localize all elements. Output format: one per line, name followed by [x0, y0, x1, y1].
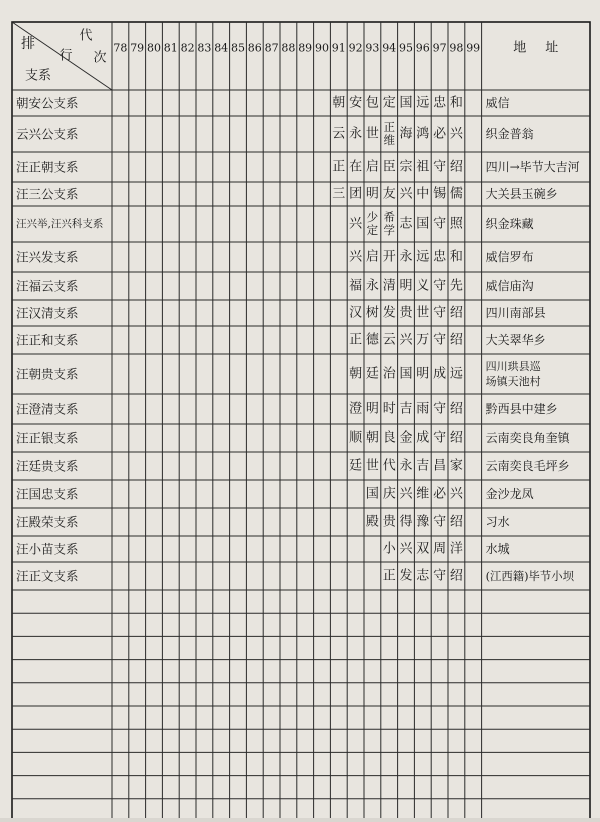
generation-character: 永: [365, 278, 379, 294]
branch-name: 云兴公支系: [16, 126, 79, 142]
generation-character: 明: [365, 401, 379, 417]
generation-character: 清: [382, 278, 396, 294]
generation-character: 绍: [449, 305, 463, 321]
generation-character: 志: [399, 216, 413, 232]
branch-name: 汪澄清支系: [16, 401, 79, 417]
generation-character: 万: [416, 332, 430, 348]
generation-character: 发: [399, 568, 413, 584]
generation-character: 永: [399, 458, 413, 474]
generation-character: 绍: [449, 401, 463, 417]
generation-character: 守: [433, 401, 447, 417]
generation-character: 金: [399, 430, 413, 446]
corner-label-pai: 排: [21, 36, 35, 52]
generation-character: 兴: [449, 486, 463, 502]
table-body: [16, 95, 580, 584]
generation-character: 朝: [349, 366, 363, 382]
generation-character: 必: [433, 486, 447, 502]
location-text: 云南奕良毛坪乡: [485, 459, 570, 473]
branch-name: 朝安公支系: [16, 95, 79, 111]
generation-number: 92: [348, 41, 363, 55]
generation-character: 国: [399, 95, 413, 111]
generation-character: 启: [365, 159, 379, 175]
generation-character: 庆: [382, 486, 396, 502]
location-text: 织金普翁: [485, 127, 534, 141]
generation-number: 94: [382, 41, 397, 55]
generation-character: 豫: [416, 514, 430, 530]
corner-label-ci: 次: [93, 50, 107, 66]
location-text: 威信: [485, 96, 510, 110]
table-row: [16, 159, 580, 175]
location-text: 四川珙县巡场镇天池村: [485, 360, 541, 388]
generation-character: 兴: [349, 249, 363, 265]
generation-character: 义: [416, 278, 430, 294]
generation-character: 明: [365, 186, 379, 202]
generation-character: 守: [433, 216, 447, 232]
generation-character: 和: [449, 249, 463, 265]
generation-character: 朝: [365, 430, 379, 446]
generation-number: 90: [315, 41, 329, 55]
generation-character: 守: [433, 568, 447, 584]
generation-character: 宗: [399, 159, 413, 175]
generation-character: 忠: [433, 249, 447, 265]
generation-character: 成: [416, 430, 430, 446]
generation-number: 81: [163, 41, 178, 55]
generation-character: 时: [382, 401, 396, 417]
branch-name: 汪殿荣支系: [16, 514, 79, 530]
generation-number: 82: [180, 41, 195, 55]
generation-character: 代: [382, 458, 396, 474]
generation-character: 朝: [332, 95, 346, 111]
generation-character: 志: [416, 568, 430, 584]
generation-character: 和: [449, 95, 463, 111]
table-row: [16, 359, 542, 388]
generation-character: 治: [382, 366, 396, 382]
table-row: [16, 332, 546, 348]
location-header: 地: [513, 40, 527, 56]
branch-name: 汪小苗支系: [16, 541, 79, 557]
table-row: [16, 430, 571, 446]
generation-character: 绍: [449, 332, 463, 348]
generation-character: 殿: [365, 514, 379, 530]
location-text: 大关翠华乡: [485, 333, 546, 347]
generation-character: 云: [382, 332, 396, 348]
generation-number: 83: [197, 41, 212, 55]
generation-character: 远: [416, 249, 430, 265]
location-text: 织金珠藏: [485, 217, 534, 231]
corner-label-zhixi: 支系: [24, 68, 52, 84]
location-text: 水城: [485, 542, 510, 556]
generation-number: 93: [365, 41, 380, 55]
generation-character: 守: [433, 332, 447, 348]
generation-character: 友: [382, 186, 396, 202]
generation-character: 国: [416, 216, 430, 232]
generation-character: 成: [433, 366, 447, 382]
generation-character: 汉: [349, 305, 363, 321]
generation-character: 国: [365, 486, 379, 502]
branch-name: 汪廷贵支系: [16, 458, 79, 474]
generation-character: 永: [399, 249, 413, 265]
generation-number: 84: [214, 41, 229, 55]
generation-character: 吉: [416, 458, 430, 474]
generation-character: 锡: [433, 186, 447, 202]
location-text: 四川→毕节大吉河: [485, 160, 580, 174]
branch-name: 汪国忠支系: [16, 486, 79, 502]
generation-character: 洋: [449, 541, 463, 557]
generation-character: 必: [433, 126, 447, 142]
table-header: [21, 29, 558, 84]
generation-character: 家: [449, 458, 463, 474]
table-row: [16, 210, 534, 237]
location-text: 云南奕良角奎镇: [485, 431, 570, 445]
location-text: 习水: [485, 515, 510, 529]
generation-character: 小: [382, 541, 396, 557]
generation-character: 正: [349, 332, 363, 348]
generation-character: 远: [449, 366, 463, 382]
generation-character: 廷: [349, 458, 363, 474]
location-text: (江西籍)毕节小坝: [485, 569, 574, 583]
generation-character: 希学: [383, 210, 395, 237]
generation-character: 守: [433, 159, 447, 175]
generation-character: 兴: [399, 541, 413, 557]
generation-character: 守: [433, 305, 447, 321]
table-row: [16, 186, 558, 202]
generation-character: 顺: [349, 430, 363, 446]
generation-character: 世: [365, 126, 379, 142]
generation-number: 79: [130, 41, 145, 55]
generation-character: 正: [332, 159, 346, 175]
generation-number: 95: [399, 41, 413, 55]
table-row: [16, 568, 575, 584]
location-text: 威信罗布: [485, 250, 534, 264]
branch-name: 汪兴发支系: [16, 249, 79, 265]
generation-character: 臣: [382, 159, 396, 175]
location-header: 址: [545, 40, 559, 56]
generation-character: 吉: [399, 401, 413, 417]
generation-character: 定: [382, 95, 396, 111]
table-row: [16, 458, 570, 474]
branch-name: 汪汉清支系: [16, 305, 79, 321]
generation-character: 三: [332, 186, 346, 202]
table-row: [16, 486, 534, 502]
generation-character: 永: [349, 126, 363, 142]
generation-character: 贵: [399, 305, 413, 321]
generation-character: 鸿: [416, 126, 430, 142]
generation-character: 世: [416, 305, 430, 321]
generation-character: 昌: [433, 458, 447, 474]
generation-number: 97: [432, 41, 447, 55]
generation-character: 澄: [349, 401, 363, 417]
generation-number: 98: [449, 41, 464, 55]
generation-character: 兴: [399, 486, 413, 502]
generation-character: 绍: [449, 568, 463, 584]
branch-name: 汪福云支系: [16, 278, 79, 294]
generation-character: 兴: [449, 126, 463, 142]
generation-character: 启: [365, 249, 379, 265]
generation-character: 守: [433, 430, 447, 446]
generation-number: 80: [147, 41, 161, 55]
generation-character: 良: [382, 430, 396, 446]
generation-character: 明: [399, 278, 413, 294]
generation-character: 廷: [365, 366, 379, 382]
generation-character: 安: [349, 95, 363, 111]
generation-character: 贵: [382, 514, 396, 530]
generation-character: 照: [449, 216, 463, 232]
branch-name: 汪正银支系: [16, 430, 79, 446]
generation-character: 维: [416, 486, 430, 502]
branch-name: 汪正文支系: [16, 568, 79, 584]
generation-character: 绍: [449, 514, 463, 530]
generation-number: 86: [247, 41, 262, 55]
generation-character: 得: [399, 514, 413, 530]
location-text: 金沙龙凤: [485, 487, 534, 501]
generation-number: 99: [466, 41, 481, 55]
generation-character: 中: [416, 186, 430, 202]
generation-character: 正: [382, 568, 396, 584]
corner-label-hang: 行: [59, 48, 73, 64]
generation-number: 85: [231, 41, 245, 55]
generation-character: 周: [433, 541, 447, 557]
generation-character: 绍: [449, 159, 463, 175]
generation-character: 树: [365, 305, 379, 321]
generation-number: 96: [415, 41, 430, 55]
generation-character: 明: [416, 366, 430, 382]
generation-character: 绍: [449, 430, 463, 446]
branch-name: 汪兴举,汪兴科支系: [16, 218, 104, 230]
table-row: [16, 249, 534, 265]
generation-character: 双: [416, 541, 430, 557]
generation-character: 开: [382, 249, 396, 265]
generation-character: 少定: [366, 210, 379, 237]
table-border: [12, 22, 590, 818]
generation-character: 云: [332, 126, 346, 142]
generation-character: 儒: [449, 186, 463, 202]
corner-label-dai: 代: [79, 28, 93, 44]
location-text: 大关县玉碗乡: [485, 187, 558, 201]
generation-character: 远: [416, 95, 430, 111]
generation-character: 福: [349, 278, 363, 294]
generation-number: 78: [113, 41, 128, 55]
generation-character: 守: [433, 514, 447, 530]
generation-number: 87: [264, 41, 279, 55]
generation-character: 守: [433, 278, 447, 294]
generation-character: 德: [365, 332, 379, 348]
table-row: [16, 401, 558, 417]
branch-name: 汪正朝支系: [16, 159, 79, 175]
generation-character: 国: [399, 366, 413, 382]
generation-character: 在: [349, 159, 363, 175]
table-row: [16, 278, 534, 294]
table-row: [16, 120, 534, 147]
generation-character: 祖: [416, 159, 430, 175]
generation-character: 包: [365, 95, 379, 111]
location-text: 黔西县中建乡: [485, 402, 558, 416]
generation-number: 88: [281, 41, 296, 55]
generation-character: 兴: [349, 216, 363, 232]
table-row: [16, 305, 546, 321]
location-text: 威信庙沟: [485, 279, 534, 293]
generation-character: 海: [399, 126, 413, 142]
generation-number: 91: [331, 41, 346, 55]
generation-character: 正维: [383, 120, 395, 147]
generation-character: 忠: [433, 95, 447, 111]
generation-character: 世: [365, 458, 379, 474]
table-grid-lines: [12, 22, 590, 818]
generation-character: 团: [349, 186, 363, 202]
branch-name: 汪正和支系: [16, 332, 79, 348]
location-text: 四川南部县: [485, 306, 546, 320]
generation-character: 兴: [399, 332, 413, 348]
branch-name: 汪朝贵支系: [16, 366, 79, 382]
generation-number: 89: [298, 41, 313, 55]
generation-character: 先: [449, 278, 463, 294]
generation-character: 兴: [399, 186, 413, 202]
branch-name: 汪三公支系: [16, 186, 79, 202]
generation-character: 雨: [416, 401, 430, 417]
generation-character: 发: [382, 305, 396, 321]
